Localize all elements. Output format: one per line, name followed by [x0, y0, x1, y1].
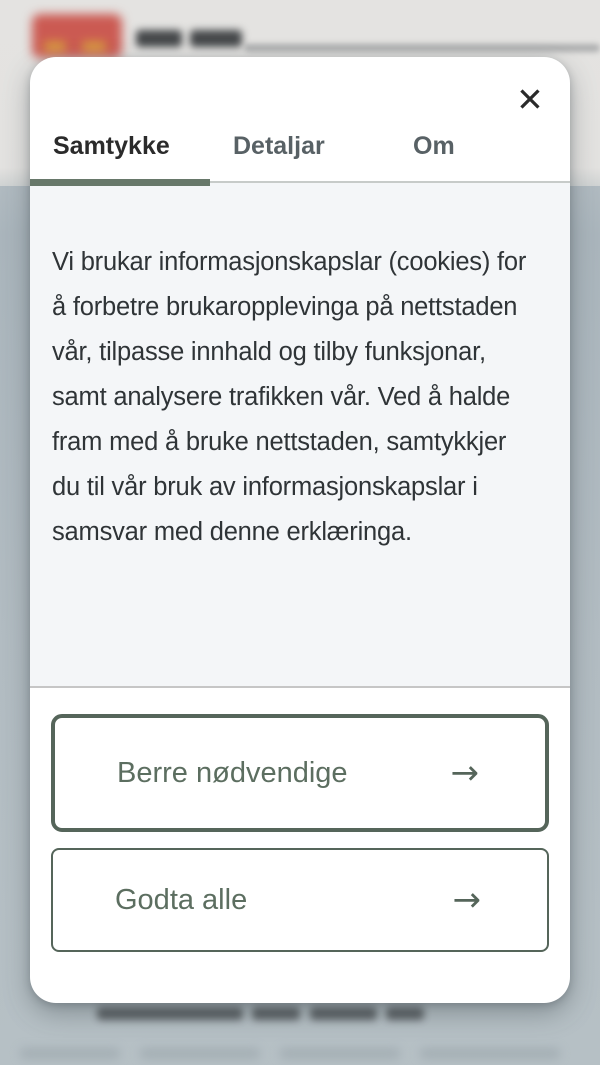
- blurred-background-text: [280, 1048, 400, 1059]
- blurred-background-text: [252, 1007, 300, 1020]
- arrow-right-icon: →: [452, 880, 481, 920]
- blurred-background-text: [310, 1007, 377, 1020]
- cookie-consent-dialog: [30, 57, 570, 1003]
- close-icon[interactable]: ✕: [506, 77, 554, 123]
- blurred-site-title: [190, 30, 242, 47]
- blurred-background-text: [140, 1048, 260, 1059]
- only-necessary-label: Berre nødvendige: [117, 756, 348, 789]
- tab-samtykke[interactable]: Samtykke: [30, 132, 210, 181]
- consent-description: Vi brukar informasjonskapslar (cookies) for å forbetre brukaropplevinga på nettstaden vår, tilpasse innhald og tilby funksjonar, samt analysere trafikken vår. Ved å halde fram med å bruke nettstaden, samtykkjer du til vår bruk av informasjonskapslar i samsvar med denne erklæringa.: [30, 183, 570, 688]
- blurred-background-text: [386, 1007, 424, 1020]
- tab-om[interactable]: Om: [390, 132, 570, 181]
- consent-tab-bar: [30, 132, 570, 183]
- blurred-background-text: [420, 1048, 560, 1059]
- blurred-header-text: [244, 44, 600, 52]
- blurred-background-text: [97, 1007, 243, 1020]
- only-necessary-button[interactable]: [51, 714, 549, 832]
- crest-detail: [44, 42, 66, 51]
- accept-all-button[interactable]: [51, 848, 549, 952]
- municipal-crest-logo: [32, 14, 122, 58]
- crest-detail: [82, 42, 106, 51]
- blurred-background-text: [20, 1048, 120, 1059]
- tab-detaljar[interactable]: Detaljar: [210, 132, 390, 181]
- arrow-right-icon: →: [450, 753, 479, 793]
- accept-all-label: Godta alle: [115, 883, 248, 916]
- blurred-site-title: [136, 30, 182, 47]
- consent-actions: [30, 688, 570, 952]
